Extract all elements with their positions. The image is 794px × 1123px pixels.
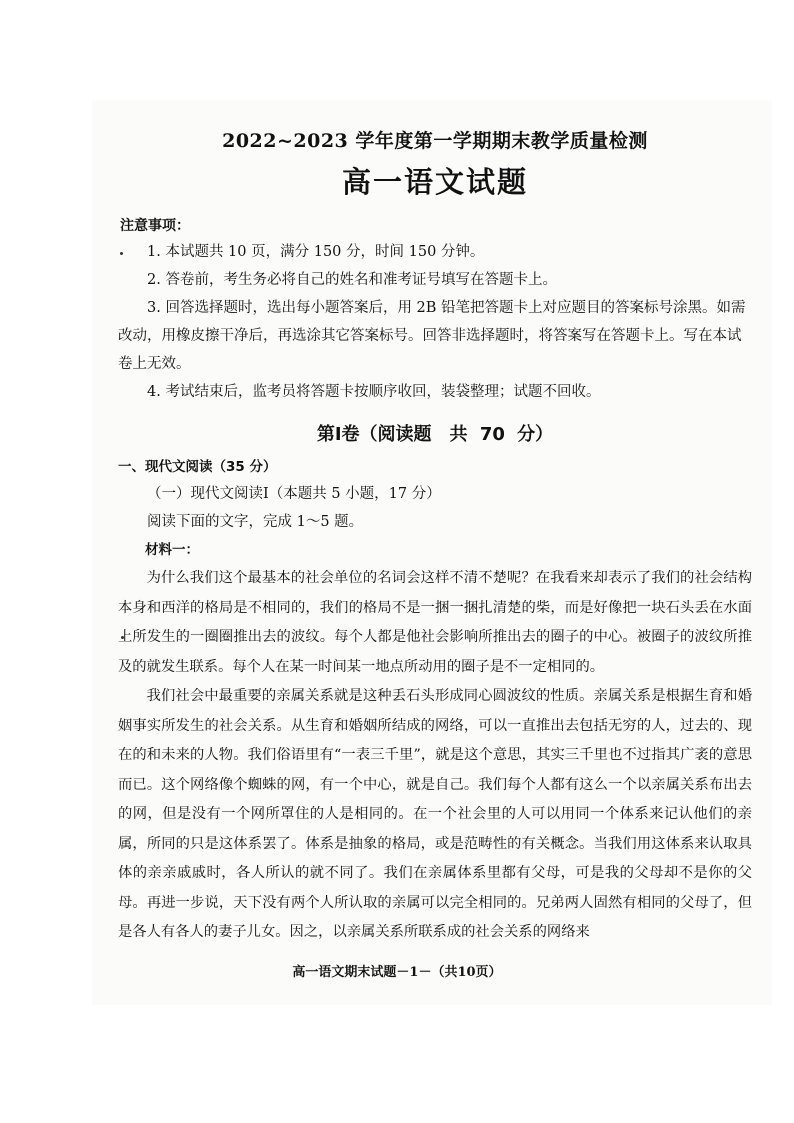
section-heading: 一、现代文阅读（35 分）	[118, 459, 277, 475]
notice-item: 4. 考试结束后，监考员将答题卡按顺序收回，装袋整理；试题不回收。	[147, 384, 601, 400]
page-footer: 高一语文期末试题－1－（共10页）	[292, 965, 502, 980]
material-label: 材料一：	[145, 542, 199, 558]
passage-paragraph: 为什么我们这个最基本的社会单位的名词会这样不清不楚呢？在我看来却表示了我们的社会结构本身和西洋的格局是不相同的，我们的格局不是一捆一捆扎清楚的柴，而是好像把一块石头丢在水面上所发生的一圈圈推出去的波纹。每个人都是他社会影响所推出去的圈子的中心。被圈子的波纹所推及的就发生联系。每个人在某一时间某一地点所动用的圈子是不一定相同的。	[118, 570, 752, 675]
notice-item: 1. 本试题共 10 页，满分 150 分，时间 150 分钟。	[147, 244, 485, 260]
subsection-heading: （一）现代文阅读Ⅰ（本题共 5 小题，17 分）	[147, 486, 441, 502]
exam-title: 2022~2023 学年度第一学期期末教学质量检测	[222, 130, 648, 152]
notice-heading: 注意事项：	[120, 218, 190, 234]
page-content	[118, 118, 752, 948]
notice-item: 3. 回答选择题时，选出每小题答案后，用 2B 铅笔把答题卡上对应题目的答案标号涂黑。如需改动，用橡皮擦干净后，再选涂其它答案标号。回答非选择题时，将答案写在答题卡上。写在本试卷上无效。	[118, 300, 746, 372]
reading-instruction: 阅读下面的文字，完成 1～5 题。	[147, 514, 364, 530]
notice-item: 2. 答卷前，考生务必将自己的姓名和准考证号填写在答题卡上。	[147, 272, 557, 288]
volume-title: 第Ⅰ卷（阅读题 共 70 分）	[316, 424, 554, 445]
subject-title: 高一语文试题	[341, 165, 528, 199]
passage-paragraph: 我们社会中最重要的亲属关系就是这种丢石头形成同心圆波纹的性质。亲属关系是根据生育和婚姻事实所发生的社会关系。从生育和婚姻所结成的网络，可以一直推出去包括无穷的人，过去的、现在的和未来的人物。我们俗语里有“一表三千里”，就是这个意思，其实三千里也不过指其广袤的意思而已。这个网络像个蜘蛛的网，有一个中心，就是自己。我们每个人都有这么一个以亲属关系布出去的网，但是没有一个网所罩住的人是相同的。在一个社会里的人可以用同一个体系来记认他们的亲属，所同的只是这体系罢了。体系是抽象的格局，或是范畴性的有关概念。当我们用这体系来认取具体的亲亲戚戚时，各人所认的就不同了。我们在亲属体系里都有父母，可是我的父母却不是你的父母。再进一步说，天下没有两个人所认取的亲属可以完全相同的。兄弟两人固然有相同的父母了，但是各人有各人的妻子儿女。因之，以亲属关系所联系成的社会关系的网络来	[118, 688, 752, 940]
